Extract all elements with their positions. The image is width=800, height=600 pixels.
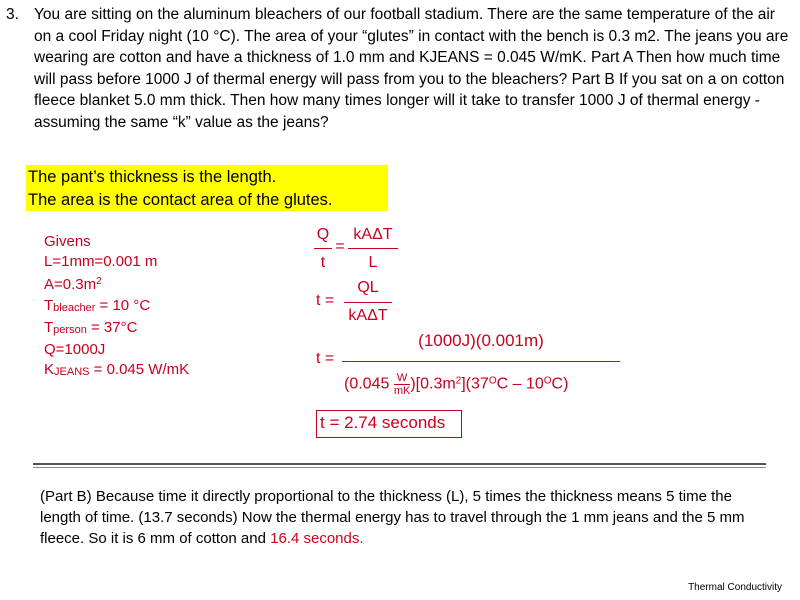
section-divider-bottom bbox=[33, 467, 766, 468]
eq1-fraction-bar-right bbox=[348, 248, 398, 249]
eq3-den-unit-mk: mK bbox=[393, 385, 411, 397]
eq1-denominator-t: t bbox=[320, 254, 326, 271]
given-t-bleacher bbox=[44, 296, 189, 318]
eq2-denominator: kAΔT bbox=[348, 307, 388, 324]
given-t-bleacher-symbol: T bbox=[44, 296, 54, 314]
given-k-value: = 0.045 W/mK bbox=[89, 361, 190, 379]
given-k-jeans bbox=[44, 360, 189, 382]
eq3-denominator bbox=[344, 372, 568, 397]
problem-statement bbox=[6, 4, 790, 134]
givens-list bbox=[44, 232, 189, 382]
eq3-den-t1-degree: O bbox=[488, 375, 497, 387]
eq1-numerator-right: kAΔT bbox=[353, 226, 393, 243]
given-area-exponent: 2 bbox=[96, 276, 102, 288]
problem-number: 3. bbox=[6, 6, 19, 23]
eq3-numerator: (1000J)(0.001m) bbox=[418, 331, 544, 350]
given-t-person-symbol: T bbox=[44, 318, 54, 336]
given-k-subscript: JEANS bbox=[54, 366, 90, 379]
eq3-den-area-exp: 2 bbox=[455, 375, 462, 387]
eq3-den-k: (0.045 bbox=[344, 375, 390, 393]
footer-title: Thermal Conductivity bbox=[688, 582, 782, 593]
given-k-symbol: K bbox=[44, 361, 55, 379]
answer-text: t = 2.74 seconds bbox=[320, 413, 446, 432]
eq1-fraction-bar-left bbox=[314, 248, 332, 249]
eq1-equals: = bbox=[335, 238, 345, 255]
eq3-den-t2: C – 10 bbox=[496, 375, 544, 393]
highlight-line-2: The area is the contact area of the glutes. bbox=[28, 191, 333, 209]
given-t-bleacher-value: = 10 °C bbox=[95, 296, 151, 314]
section-divider-top bbox=[33, 463, 766, 465]
eq3-fraction-bar bbox=[342, 361, 620, 362]
highlight-note bbox=[26, 165, 388, 211]
given-t-person bbox=[44, 318, 189, 340]
highlight-line-1: The pant’s thickness is the length. bbox=[28, 168, 277, 186]
given-area-value: A=0.3m bbox=[44, 276, 97, 294]
part-b-result: 16.4 seconds. bbox=[270, 530, 364, 547]
given-heat: Q=1000J bbox=[44, 341, 106, 359]
given-t-person-value: = 37°C bbox=[86, 318, 138, 336]
part-b-explanation bbox=[40, 486, 760, 549]
eq1-numerator-q: Q bbox=[316, 226, 330, 243]
given-area bbox=[44, 272, 189, 295]
given-t-bleacher-subscript: bleacher bbox=[53, 301, 96, 314]
given-t-person-subscript: person bbox=[53, 323, 87, 336]
given-length: L=1mm=0.001 m bbox=[44, 253, 158, 271]
eq3-den-t2-degree: O bbox=[543, 375, 552, 387]
eq2-numerator: QL bbox=[357, 279, 379, 296]
eq2-fraction-bar bbox=[344, 302, 392, 303]
eq3-den-unit bbox=[394, 372, 411, 397]
eq3-den-close: C) bbox=[551, 375, 569, 393]
eq1-denominator-l: L bbox=[368, 254, 378, 271]
eq3-den-t1: ](37 bbox=[461, 375, 489, 393]
eq2-lhs: t = bbox=[316, 292, 335, 309]
eq3-lhs: t = bbox=[316, 350, 335, 367]
givens-title: Givens bbox=[44, 233, 91, 250]
eq3-den-unit-w: W bbox=[394, 372, 411, 385]
part-b-text: (Part B) Because time it directly proportional to the thickness (L), 5 times the thickness means 5 time the length of time. (13.7 seconds) Now the thermal energy has to travel through the 1 mm jeans and the 5 mm fleece. So it is 6 mm of cotton and bbox=[40, 488, 745, 547]
problem-text: You are sitting on the aluminum bleachers of our football stadium. There are the same temperature of the air on a cool Friday night (10 °C). The area of your “glutes” in contact with the bench is 0.3 m2. The jeans you are wearing are cotton and have a thickness of 1.0 mm and KJEANS = 0.045 W/mK. Part A Then how much time will pass before 1000 J of thermal energy will pass from you to the bleachers? Part B If you sat on a on cotton fleece blanket 5.0 mm thick. Then how many times longer will it take to transfer 1000 J of thermal energy -assuming the same “k” value as the jeans? bbox=[34, 6, 789, 131]
eq3-den-area: )[0.3m bbox=[410, 375, 456, 393]
